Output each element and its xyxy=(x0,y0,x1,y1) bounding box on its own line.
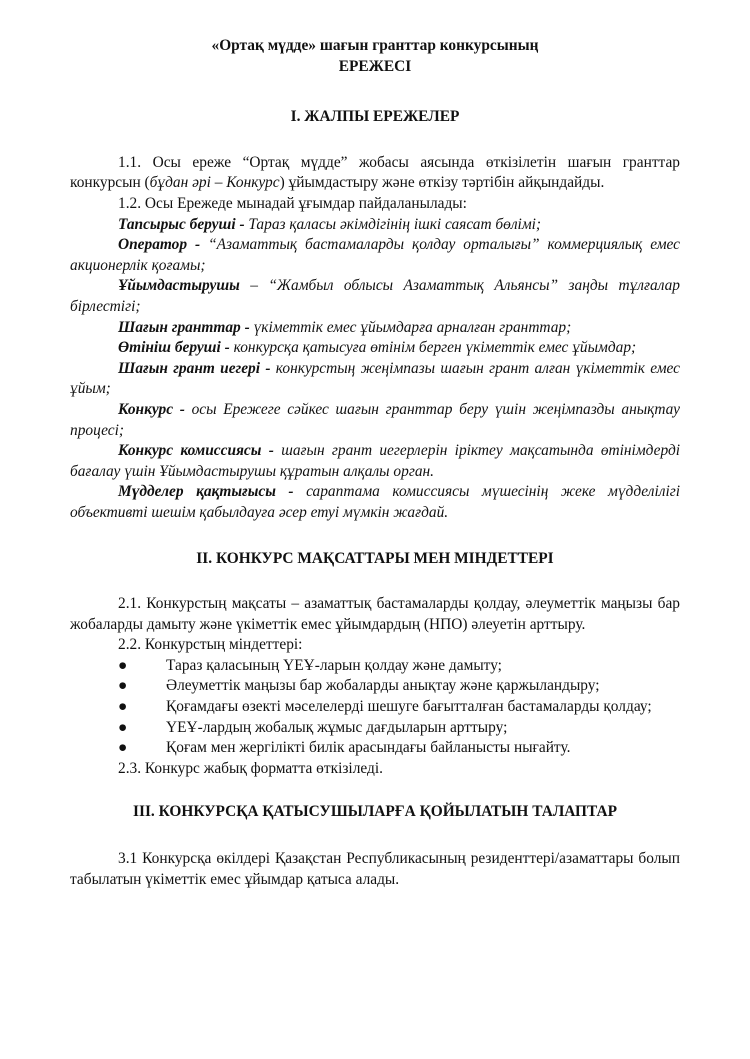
definition-item xyxy=(70,482,680,523)
definition-text: “Жамбыл облысы Азаматтық Альянсы” заңды тұлғалар бірлестігі; xyxy=(70,277,681,315)
objectives-list xyxy=(70,656,680,759)
definition-text: “Азаматтық бастамаларды қолдау орталығы” коммерциялық емес акционерлік қоғамы; xyxy=(70,236,680,274)
definition-item xyxy=(70,235,680,276)
definition-separator: - xyxy=(275,483,307,501)
list-item xyxy=(70,738,680,759)
list-item-text: Қоғам мен жергілікті билік арасындағы байланысты нығайту. xyxy=(166,739,571,757)
list-item-text: Қоғамдағы өзекті мәселелерді шешуге бағытталған бастамаларды қолдау; xyxy=(166,698,652,716)
paragraph-1-1-italic: бұдан әрі – Конкурс xyxy=(149,174,280,192)
definition-item xyxy=(70,441,680,482)
list-item-text: Әлеуметтік маңызы бар жобаларды анықтау және қаржыландыру; xyxy=(166,677,600,695)
definition-separator: - xyxy=(173,400,192,418)
definition-separator: - xyxy=(260,359,276,377)
definition-term: Мүдделер қақтығысы xyxy=(118,483,276,501)
definition-text: конкурстың жеңімпазы шағын грант алған үкіметтік емес ұйым; xyxy=(70,359,680,398)
definition-separator: – xyxy=(239,277,269,295)
definition-item xyxy=(70,215,680,236)
definition-term: Оператор xyxy=(118,236,188,254)
paragraph-2-1: 2.1. Конкурстың мақсаты – азаматтық бастамаларды қолдау, әлеуметтік маңызы бар жобаларды дамыту және үкіметтік емес ұйымдардың (НПО) әлеуетін арттыру. xyxy=(70,595,680,633)
list-item xyxy=(70,656,680,677)
definition-text: сараптама комиссиясы мүшесінің жеке мүдделілігі объективті шешім қабылдауға әсер етуі мүмкін жағдай. xyxy=(70,483,680,521)
paragraph-1-1-end: ) ұйымдастыру және өткізу тәртібін айқындайды. xyxy=(279,174,605,192)
definition-item xyxy=(70,276,680,317)
definition-separator: - xyxy=(187,236,209,254)
paragraph-1-1-start: 1.1. Осы ереже “Ортақ мүдде” жобасы аясында өткізілетін шағын гранттар конкурсын ( xyxy=(70,153,680,192)
definition-text: конкурсқа қатысуға өтінім берген үкіметтік емес ұйымдар; xyxy=(233,339,637,357)
definition-text: Тараз қаласы әкімдігінің ішкі саясат бөлімі; xyxy=(248,215,542,233)
document-title-line1: «Ортақ мүдде» шағын гранттар конкурсының xyxy=(211,37,539,54)
section3-heading: ІІІ. КОНКУРСҚА ҚАТЫСУШЫЛАРҒА ҚОЙЫЛАТЫН ТАЛАПТАР xyxy=(132,803,618,821)
definition-term: Шағын грант иегері xyxy=(118,359,261,377)
definition-term: Өтініш беруші xyxy=(118,339,221,357)
section1-heading: І. ЖАЛПЫ ЕРЕЖЕЛЕР xyxy=(290,108,460,126)
paragraph-1-1 xyxy=(70,153,680,194)
bullet-icon: ● xyxy=(118,677,128,695)
definitions-list xyxy=(70,215,680,524)
list-item xyxy=(70,676,680,697)
bullet-icon: ● xyxy=(118,718,128,736)
definition-term: Тапсырыс беруші xyxy=(118,215,236,233)
definition-separator: - xyxy=(235,215,249,233)
definition-item xyxy=(70,400,680,441)
paragraph-2-2: 2.2. Конкурстың міндеттері: xyxy=(118,636,303,654)
bullet-icon: ● xyxy=(118,698,128,716)
list-item xyxy=(70,718,680,739)
definition-separator: - xyxy=(261,442,282,460)
definition-item xyxy=(70,338,680,359)
definition-text: шағын грант иегерлерін іріктеу мақсатында өтінімдерді бағалау үшін Ұйымдастырушы құратын алқалы орган. xyxy=(70,442,681,480)
bullet-icon: ● xyxy=(118,656,128,674)
list-item xyxy=(70,697,680,718)
bullet-icon: ● xyxy=(118,739,128,757)
list-item-text: Тараз қаласының ҮЕҰ-ларын қолдау және дамыту; xyxy=(166,656,502,674)
definition-term: Конкурс xyxy=(118,400,174,418)
definition-term: Конкурс комиссиясы xyxy=(118,442,262,460)
section2-heading: ІІ. КОНКУРС МАҚСАТТАРЫ МЕН МІНДЕТТЕРІ xyxy=(196,550,554,568)
paragraph-2-3: 2.3. Конкурс жабық форматта өткізіледі. xyxy=(118,759,383,777)
definition-text: осы Ережеге сәйкес шағын гранттар беру үшін жеңімпазды анықтау процесі; xyxy=(70,400,680,439)
definition-separator: - xyxy=(220,339,234,357)
paragraph-3-1: 3.1 Конкурсқа өкілдері Қазақстан Республикасының резиденттері/азаматтары болып табылатын үкіметтік емес ұйымдар қатыса алады. xyxy=(70,850,680,888)
list-item-text: ҮЕҰ-лардың жобалық жұмыс дағдыларын арттыру; xyxy=(166,718,508,736)
definition-item xyxy=(70,359,680,400)
definition-text: үкіметтік емес ұйымдарға арналған гранттар; xyxy=(253,318,572,336)
definition-term: Ұйымдастырушы xyxy=(118,277,240,295)
definition-term: Шағын гранттар xyxy=(118,318,241,336)
paragraph-1-2: 1.2. Осы Ережеде мынадай ұғымдар пайдаланылады: xyxy=(118,194,467,212)
document-title-line2: ЕРЕЖЕСІ xyxy=(338,57,412,75)
definition-item xyxy=(70,318,680,339)
definition-separator: - xyxy=(240,318,254,336)
